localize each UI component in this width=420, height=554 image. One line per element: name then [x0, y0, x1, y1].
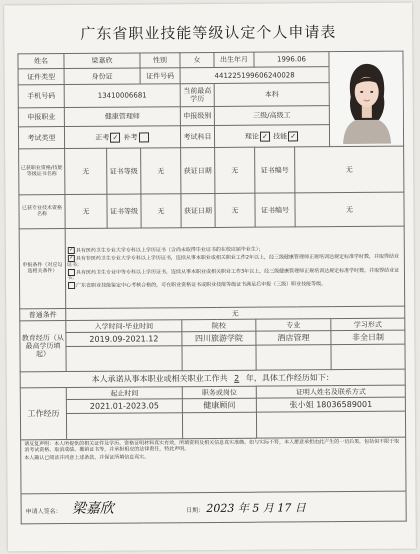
occupation-label: 申报职业 — [18, 107, 64, 127]
birth-value[interactable]: 1996.06 — [254, 52, 329, 68]
edu-mode-value[interactable]: 非全日制 — [331, 330, 405, 345]
applicant-photo — [329, 52, 403, 145]
edu-value[interactable]: 本科 — [214, 83, 329, 107]
occupation-value[interactable]: 健康管理师 — [64, 106, 180, 126]
exam-makeup-label: 补考 — [123, 133, 138, 142]
edu-mode-empty[interactable] — [331, 344, 405, 370]
name-label: 姓名 — [18, 54, 64, 70]
cert-date-value[interactable]: 无 — [215, 147, 255, 193]
work-job-header: 职务或岗位 — [182, 386, 256, 399]
edu-school-header: 院校 — [182, 319, 256, 332]
id-no-label: 证件号码 — [140, 68, 180, 84]
prof-cert-name-value[interactable]: 无 — [65, 194, 107, 228]
work-time-header: 起止时间 — [66, 387, 182, 400]
work-time-value[interactable]: 2021.01-2023.05 — [66, 399, 182, 414]
work-years-value[interactable]: 2 — [234, 373, 240, 383]
signature-date[interactable]: 2023 年 5 月 17 日 — [206, 500, 306, 515]
signature-label: 申请人签名： — [25, 507, 62, 515]
condition-text: 具有医药卫生专业大学专科以上学历证书（含尚未取得毕业证书的在校应届毕业生）； — [75, 246, 264, 255]
cert-no-value[interactable]: 无 — [295, 146, 404, 193]
cert-row-label: 已获职业资格/技能等级证书名称 — [19, 149, 65, 195]
application-form-table — [17, 51, 406, 525]
date-label: 日期： — [186, 506, 205, 514]
phone-label: 手机号码 — [18, 84, 64, 107]
prof-cert-no-value[interactable]: 无 — [295, 192, 404, 227]
exam-normal-checkbox[interactable]: ✓ — [110, 132, 120, 142]
level-label: 申报级别 — [180, 106, 214, 126]
edu-time-empty[interactable] — [66, 346, 182, 372]
condition-checkbox[interactable]: ✓ — [69, 247, 74, 254]
theory-label: 理论 — [244, 132, 259, 141]
exam-normal-label: 正考 — [95, 133, 110, 142]
work-contact-header: 证明人姓名及联系方式 — [256, 385, 405, 398]
prof-cert-level-label: 证书等级 — [107, 194, 141, 228]
work-time-empty[interactable] — [66, 413, 182, 440]
cert-date-label: 获证日期 — [181, 148, 215, 194]
edu-major-value[interactable]: 酒店管理 — [256, 331, 331, 346]
edu-major-header: 专业 — [256, 319, 331, 332]
cert-level-value[interactable]: 无 — [141, 148, 181, 194]
exam-makeup-checkbox[interactable] — [139, 132, 149, 142]
work-statement-suffix: 年，具体工作经历如下： — [245, 373, 334, 383]
id-no-value[interactable]: 441225199606240028 — [180, 67, 329, 84]
prof-cert-date-value[interactable]: 无 — [215, 193, 255, 227]
work-job-value[interactable]: 健康顾问 — [182, 398, 256, 413]
applicant-signature[interactable]: 梁嘉欣 — [71, 500, 114, 517]
condition-text: 广东省职业技能鉴定中心考核合格的，可在职业资格证书或职业技能等级证书满足后申报（三级）职业技能等级。 — [76, 281, 327, 289]
prof-cert-date-label: 获证日期 — [181, 194, 215, 228]
exam-subject-label: 考试科目 — [180, 126, 214, 148]
work-experience-label: 工作经历 — [20, 388, 66, 440]
edu-school-empty[interactable] — [182, 345, 256, 371]
prof-cert-no-label: 证书编号 — [255, 193, 295, 227]
conditions-label: 申报条件（对应勾选相关条件） — [19, 229, 66, 309]
name-value[interactable]: 梁嘉欣 — [64, 53, 140, 69]
edu-school-value[interactable]: 四川旅游学院 — [182, 331, 256, 346]
edu-mode-header: 学习形式 — [331, 318, 405, 331]
skill-label: 技能 — [273, 132, 288, 141]
declaration-box — [21, 437, 406, 494]
birth-label: 出生年月 — [214, 52, 254, 68]
declaration-text: 请反复声明：本人所提供的相关证件及学历、资格证明材料真实有效，所填资料及相关信息真实准确。如与实际不符，本人愿意承担由此产生的一切后果，包括但不限于取消考试资格、取消成绩、撤销证书等，并承担相应的法律责任，特此声明。 — [24, 438, 400, 454]
exam-subject-options — [214, 125, 329, 148]
photo-cell — [329, 51, 404, 147]
theory-checkbox[interactable]: ✓ — [260, 131, 270, 141]
cert-no-label: 证书编号 — [255, 147, 295, 193]
cert-name-value[interactable]: 无 — [65, 148, 107, 194]
education-label: 教育经历（从最高学历填起） — [20, 321, 66, 372]
work-job-empty[interactable] — [182, 412, 256, 439]
id-type-label: 证件类型 — [18, 69, 64, 85]
conditions-list — [65, 226, 405, 308]
condition-text: 具有非医药卫生专业大学专科以上学历证书，连续从事本职业或相关职业工作2年以上，经三级健康管理师正规培训达规定标准学时数，并取得结业证书； — [66, 253, 400, 268]
gender-label: 性别 — [140, 53, 180, 69]
form-title: 广东省职业技能等级认定个人申请表 — [80, 23, 337, 43]
condition-text: 具有医药卫生专业中等专科以上学历证书，连续从事本职业或相关职业工作3年以上，经三级健康管理师正规培训达规定标准学时数，并取得结业证书； — [66, 267, 400, 282]
cert-level-label: 证书等级 — [107, 148, 141, 194]
condition-checkbox[interactable] — [68, 282, 75, 289]
common-condition-value[interactable]: 无 — [66, 306, 405, 320]
condition-checkbox[interactable]: ✓ — [69, 254, 74, 262]
signature-row — [21, 491, 406, 524]
prof-cert-row-label: 已获专业技术资格名称 — [19, 195, 65, 229]
common-condition-label: 普通条件 — [20, 309, 66, 321]
declaration-confirm: 本人确认已阅读并同意上述条款，并保证所填信息真实。 — [24, 453, 150, 461]
exam-type-options — [64, 126, 180, 149]
work-contact-empty[interactable] — [256, 411, 405, 438]
gender-value[interactable]: 女 — [180, 52, 214, 68]
id-type-value[interactable]: 身份证 — [64, 68, 140, 84]
application-form-paper — [4, 3, 416, 552]
level-value[interactable]: 三级/高级工 — [214, 105, 329, 125]
work-contact-value[interactable]: 张小姐 18036589001 — [256, 397, 405, 412]
exam-type-label: 考试类型 — [18, 127, 64, 149]
edu-time-header: 入学时间-毕业时间 — [66, 320, 182, 333]
edu-major-empty[interactable] — [256, 345, 331, 371]
prof-cert-level-value[interactable]: 无 — [141, 194, 181, 228]
edu-time-value[interactable]: 2019.09-2021.12 — [66, 332, 182, 347]
edu-label: 当前最高学历 — [180, 83, 214, 106]
phone-value[interactable]: 13410006681 — [64, 84, 180, 108]
condition-item — [67, 280, 403, 290]
work-statement-prefix: 本人承诺从事本职业或相关职业工作共 — [91, 373, 228, 384]
skill-checkbox[interactable]: ✓ — [288, 131, 298, 141]
